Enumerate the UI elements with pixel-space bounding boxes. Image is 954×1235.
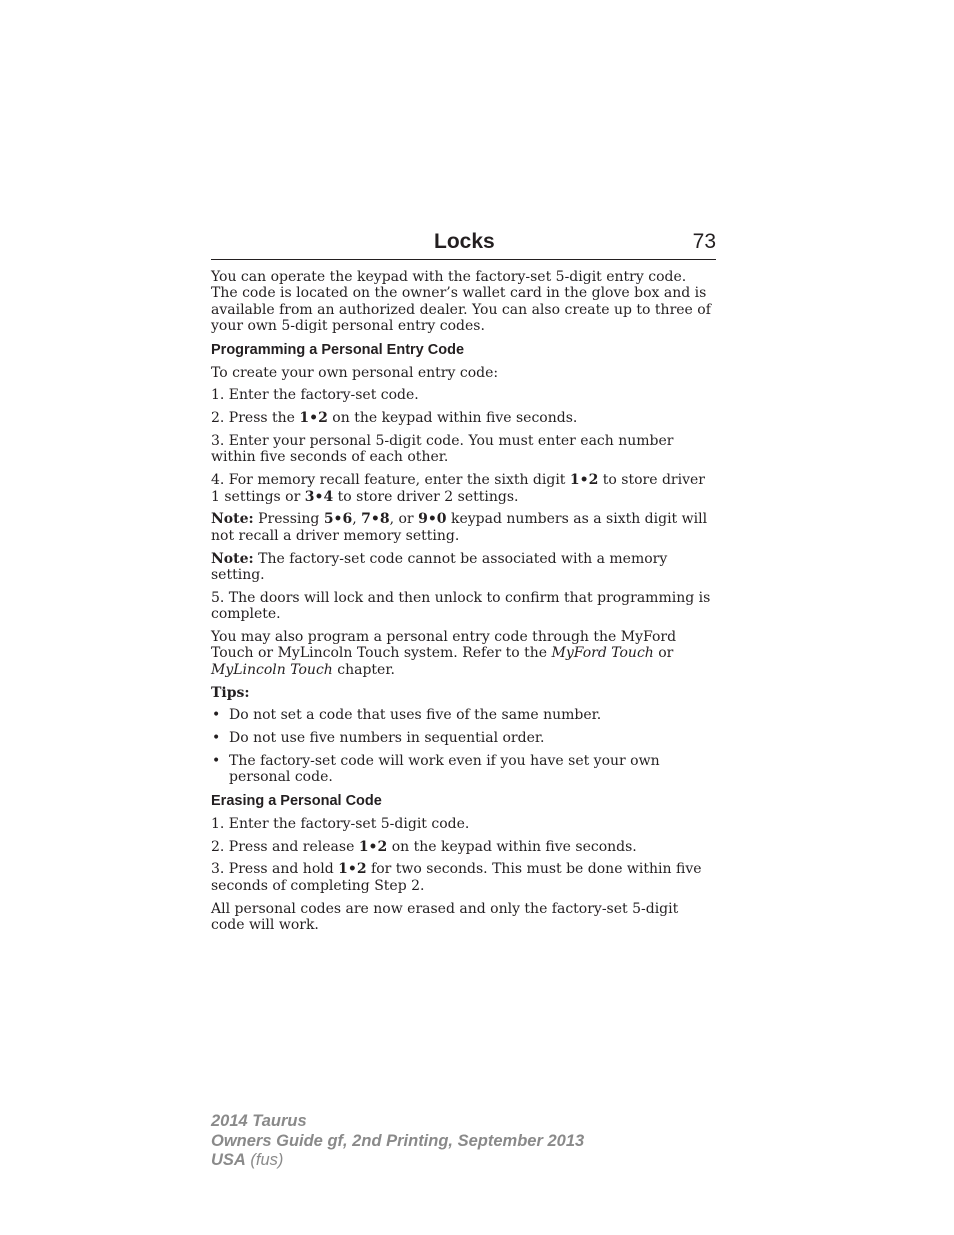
list-item: • Do not set a code that uses five of the same number.	[212, 707, 602, 724]
tips-label: Tips:	[211, 684, 250, 701]
bullet: •	[212, 707, 221, 724]
page-header	[211, 229, 716, 260]
programming-step-3: 3. Enter your personal 5-digit code. You must enter each number within five seconds of each other.	[211, 433, 674, 466]
programming-heading: Programming a Personal Entry Code	[211, 341, 465, 358]
erasing-step-2: 2. Press and release 1•2 on the keypad within five seconds.	[211, 838, 637, 855]
key-label: 3•4	[304, 488, 334, 505]
list-item: • Do not use five numbers in sequential order.	[212, 730, 545, 747]
chapter-reference: MyFord Touch	[551, 645, 654, 662]
key-label: 1•2	[338, 861, 367, 878]
bullet: •	[212, 753, 221, 770]
erasing-step-3: 3. Press and hold 1•2 for two seconds. This must be done within five seconds of completing Step 2.	[211, 861, 702, 894]
page-content	[211, 269, 716, 940]
key-label: 1•2	[299, 410, 328, 427]
myford-paragraph: You may also program a personal entry code through the MyFord Touch or MyLincoln Touch system. Refer to the MyFord Touch or MyLincoln Touch chapter.	[211, 629, 677, 678]
key-label: 7•8	[361, 511, 390, 528]
section-title: Locks	[434, 230, 495, 253]
erasing-closing: All personal codes are now erased and only the factory-set 5-digit code will work.	[211, 900, 679, 934]
list-item: • The factory-set code will work even if you have set your own personal code.	[212, 753, 660, 786]
note-factory-code: Note: The factory-set code cannot be associated with a memory setting.	[211, 550, 668, 584]
chapter-reference: MyLincoln Touch	[211, 661, 333, 678]
intro-paragraph: You can operate the keypad with the factory-set 5-digit entry code. The code is located on the owner’s wallet card in the glove box and is available from an authorized dealer. You can also create up to three of your own 5-digit personal entry codes.	[211, 269, 711, 335]
programming-lead: To create your own personal entry code:	[211, 364, 499, 381]
bullet: •	[212, 730, 221, 747]
programming-step-2: 2. Press the 1•2 on the keypad within five seconds.	[211, 410, 578, 427]
programming-step-4: 4. For memory recall feature, enter the sixth digit 1•2 to store driver 1 settings or 3•4 to store driver 2 settings.	[211, 472, 705, 505]
key-label: 5•6	[323, 511, 353, 528]
note-label: Note:	[211, 511, 254, 528]
programming-step-1: 1. Enter the factory-set code.	[211, 387, 419, 404]
key-label: 1•2	[358, 838, 388, 855]
note-label: Note:	[211, 550, 254, 567]
erasing-step-1: 1. Enter the factory-set 5-digit code.	[211, 815, 470, 832]
page-footer	[211, 1112, 584, 1171]
erasing-heading: Erasing a Personal Code	[211, 792, 382, 809]
programming-step-5: 5. The doors will lock and then unlock to confirm that programming is complete.	[211, 589, 711, 623]
footer-model: 2014 Taurus	[211, 1112, 307, 1130]
key-label: 9•0	[418, 511, 447, 528]
key-label: 1•2	[569, 472, 599, 489]
footer-edition: Owners Guide gf, 2nd Printing, September 2013	[211, 1131, 585, 1150]
note-memory-recall: Note: Pressing 5•6, 7•8, or 9•0 keypad numbers as a sixth digit will not recall a driver memory setting.	[211, 511, 708, 544]
page-number: 73	[692, 230, 716, 253]
footer-region: USA (fus)	[211, 1151, 284, 1169]
tips-list	[211, 707, 716, 785]
